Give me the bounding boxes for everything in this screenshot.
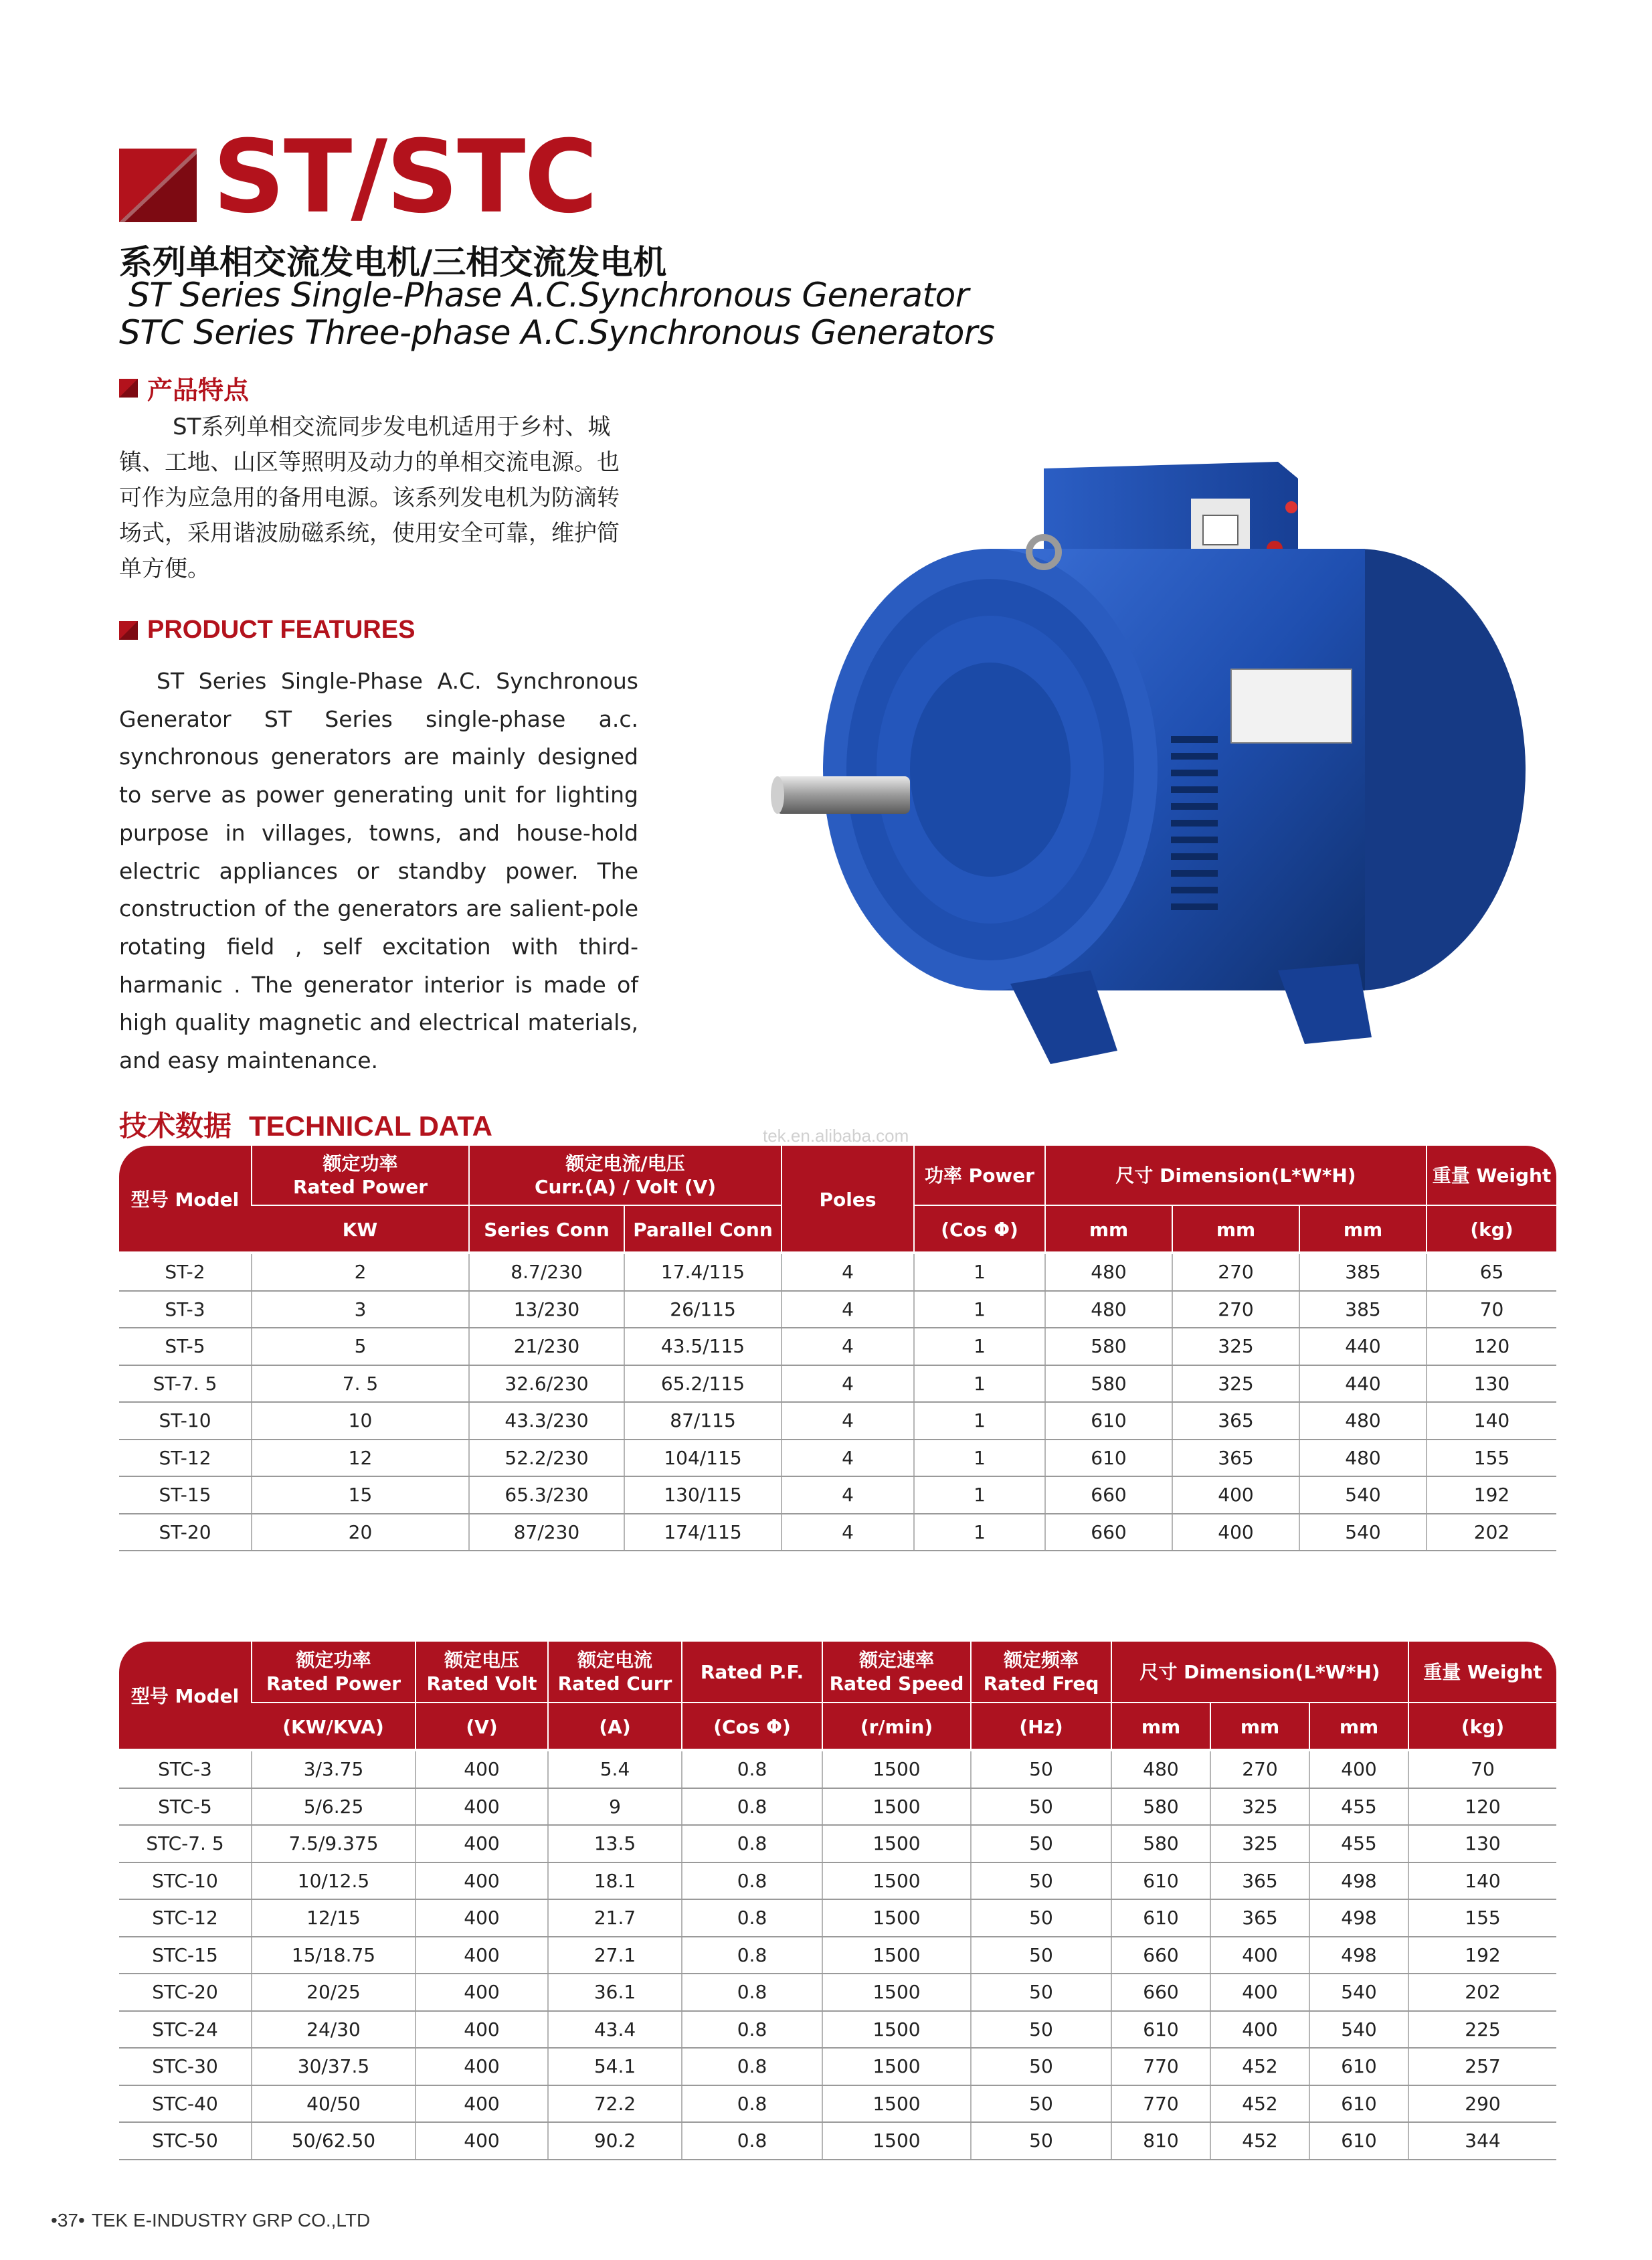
table-cell: 365 [1210, 1899, 1309, 1937]
table-cell: 1500 [822, 1899, 971, 1937]
table-cell: 65 [1427, 1253, 1556, 1291]
table-cell: 140 [1427, 1402, 1556, 1440]
unit-kw-kva: (KW/KVA) [252, 1703, 416, 1751]
unit-cos-phi: (Cos Φ) [682, 1703, 822, 1751]
table-cell: 4 [782, 1365, 914, 1403]
table-cell: 610 [1309, 2048, 1408, 2085]
table-cell: 400 [416, 1788, 548, 1826]
table-cell: 610 [1309, 2085, 1408, 2123]
table-cell: 400 [1309, 1751, 1408, 1788]
table-cell: 52.2/230 [469, 1440, 624, 1477]
table-cell: 40/50 [252, 2085, 416, 2123]
table-cell: 174/115 [624, 1514, 782, 1551]
table-cell: STC-30 [119, 2048, 252, 2085]
table-cell: 344 [1408, 2122, 1556, 2160]
table-cell: 7. 5 [252, 1365, 469, 1403]
table-row [119, 2085, 1556, 2123]
table-cell: 8.7/230 [469, 1253, 624, 1291]
table-cell: 325 [1172, 1328, 1299, 1365]
table-cell: 810 [1111, 2122, 1210, 2160]
table-cell: 325 [1210, 1788, 1309, 1826]
table-cell: 480 [1045, 1291, 1172, 1328]
unit-mm-width: mm [1210, 1703, 1309, 1751]
table-row [119, 1514, 1556, 1551]
table-cell: STC-10 [119, 1862, 252, 1900]
features-cn-text [119, 410, 634, 587]
table-row [119, 1365, 1556, 1403]
table-row [119, 1751, 1556, 1788]
table-cell: 0.8 [682, 2085, 822, 2123]
table-cell: 4 [782, 1291, 914, 1328]
table-cell: 610 [1045, 1440, 1172, 1477]
table-cell: 1500 [822, 2011, 971, 2049]
table-cell: 540 [1309, 1974, 1408, 2011]
table-cell: 0.8 [682, 2011, 822, 2049]
table-cell: 1 [914, 1365, 1045, 1403]
watermark: tek.en.alibaba.com [763, 1126, 909, 1146]
table-cell: 15 [252, 1476, 469, 1514]
table-cell: 0.8 [682, 2048, 822, 2085]
table-cell: 0.8 [682, 1751, 822, 1788]
table-cell: 4 [782, 1328, 914, 1365]
table-cell: 580 [1045, 1365, 1172, 1403]
table-cell: 3 [252, 1291, 469, 1328]
table-cell: ST-7. 5 [119, 1365, 252, 1403]
table-cell: 385 [1299, 1253, 1427, 1291]
table-cell: 1 [914, 1291, 1045, 1328]
table-cell: 498 [1309, 1862, 1408, 1900]
table-cell: 12 [252, 1440, 469, 1477]
table-cell: 202 [1427, 1514, 1556, 1551]
table-cell: 452 [1210, 2085, 1309, 2123]
table-cell: 580 [1045, 1328, 1172, 1365]
col-power-factor: 功率 Power [914, 1146, 1045, 1205]
features-en-heading [119, 616, 415, 644]
page-footer [51, 2210, 370, 2231]
table-cell: 192 [1427, 1476, 1556, 1514]
table-cell: 50 [971, 1899, 1111, 1937]
table-cell: 43.4 [548, 2011, 682, 2049]
unit-kg: (kg) [1427, 1205, 1556, 1253]
table-cell: 13/230 [469, 1291, 624, 1328]
table-cell: 660 [1045, 1514, 1172, 1551]
table-cell: 610 [1111, 2011, 1210, 2049]
unit-mm-height: mm [1309, 1703, 1408, 1751]
table-cell: ST-5 [119, 1328, 252, 1365]
col-dimension: 尺寸 Dimension(L*W*H) [1045, 1146, 1427, 1205]
table-cell: 32.6/230 [469, 1365, 624, 1403]
table-cell: 400 [1210, 1974, 1309, 2011]
table-cell: 610 [1309, 2122, 1408, 2160]
table-cell: 50 [971, 1937, 1111, 1974]
table-cell: 400 [1210, 1937, 1309, 1974]
table-cell: 1 [914, 1402, 1045, 1440]
table-cell: 365 [1172, 1440, 1299, 1477]
table-cell: 270 [1172, 1253, 1299, 1291]
table-cell: 400 [416, 1899, 548, 1937]
col-rated-volt: 额定电压 Rated Volt [416, 1642, 548, 1703]
table-row [119, 2011, 1556, 2049]
table-cell: 290 [1408, 2085, 1556, 2123]
table-cell: 50 [971, 2048, 1111, 2085]
table-cell: 325 [1210, 1825, 1309, 1862]
table-cell: 1500 [822, 2085, 971, 2123]
table-cell: ST-12 [119, 1440, 252, 1477]
table-cell: 20 [252, 1514, 469, 1551]
table-cell: 5.4 [548, 1751, 682, 1788]
page-title: ST/STC [213, 119, 597, 236]
table-cell: STC-40 [119, 2085, 252, 2123]
table-cell: 400 [1210, 2011, 1309, 2049]
table-cell: 455 [1309, 1788, 1408, 1826]
title-english-st: ST Series Single-Phase A.C.Synchronous Generator [128, 276, 969, 315]
table-cell: 50/62.50 [252, 2122, 416, 2160]
table-cell: 50 [971, 1825, 1111, 1862]
unit-rpm: (r/min) [822, 1703, 971, 1751]
table-cell: 104/115 [624, 1440, 782, 1477]
table-row [119, 1825, 1556, 1862]
table-cell: 0.8 [682, 1788, 822, 1826]
technical-data-heading-cn: 技术数据 [119, 1110, 232, 1142]
table-cell: 480 [1299, 1440, 1427, 1477]
table-cell: 12/15 [252, 1899, 416, 1937]
table-cell: 4 [782, 1476, 914, 1514]
table-cell: 452 [1210, 2048, 1309, 2085]
features-cn-body: ST系列单相交流同步发电机适用于乡村、城镇、工地、山区等照明及动力的单相交流电源。也可作为应急用的备用电源。该系列发电机为防滴转场式，采用谐波励磁系统，使用安全可靠，维护简单方便。 [119, 414, 620, 582]
table-cell: 26/115 [624, 1291, 782, 1328]
table-cell: 452 [1210, 2122, 1309, 2160]
table-cell: 1500 [822, 2048, 971, 2085]
col-weight: 重量 Weight [1408, 1642, 1556, 1703]
table-cell: 70 [1427, 1291, 1556, 1328]
stc-spec-table [119, 1642, 1556, 2160]
table-cell: 72.2 [548, 2085, 682, 2123]
table-cell: 440 [1299, 1365, 1427, 1403]
unit-volt: (V) [416, 1703, 548, 1751]
table-cell: 50 [971, 1788, 1111, 1826]
table-cell: 498 [1309, 1937, 1408, 1974]
table-cell: 365 [1210, 1862, 1309, 1900]
table-cell: 50 [971, 1862, 1111, 1900]
table-cell: 1500 [822, 1974, 971, 2011]
table-cell: ST-20 [119, 1514, 252, 1551]
title-english-stc: STC Series Three-phase A.C.Synchronous Generators [119, 313, 995, 352]
table-cell: 400 [416, 2011, 548, 2049]
table-cell: 5/6.25 [252, 1788, 416, 1826]
table-cell: 1500 [822, 1751, 971, 1788]
table-cell: 400 [416, 1974, 548, 2011]
table-cell: 18.1 [548, 1862, 682, 1900]
section-marker-icon [119, 379, 138, 398]
table-cell: 400 [416, 1862, 548, 1900]
table-cell: 225 [1408, 2011, 1556, 2049]
table-cell: STC-24 [119, 2011, 252, 2049]
table-cell: 70 [1408, 1751, 1556, 1788]
table-cell: 1 [914, 1514, 1045, 1551]
table-cell: 2 [252, 1253, 469, 1291]
unit-kw: KW [252, 1205, 469, 1253]
table-cell: 155 [1408, 1899, 1556, 1937]
table-cell: 24/30 [252, 2011, 416, 2049]
table-cell: STC-5 [119, 1788, 252, 1826]
table-cell: 87/230 [469, 1514, 624, 1551]
table-cell: 192 [1408, 1937, 1556, 1974]
table-cell: 385 [1299, 1291, 1427, 1328]
table-cell: 7.5/9.375 [252, 1825, 416, 1862]
table-cell: 27.1 [548, 1937, 682, 1974]
table-cell: 257 [1408, 2048, 1556, 2085]
table-cell: 5 [252, 1328, 469, 1365]
title-chinese: 系列单相交流发电机/三相交流发电机 [119, 243, 667, 282]
table-cell: 1500 [822, 1937, 971, 1974]
features-en-heading-text: PRODUCT FEATURES [147, 616, 416, 644]
technical-data-heading-en: TECHNICAL DATA [249, 1110, 492, 1142]
table-row [119, 2122, 1556, 2160]
table-cell: 540 [1299, 1476, 1427, 1514]
table-cell: 365 [1172, 1402, 1299, 1440]
table-cell: ST-10 [119, 1402, 252, 1440]
table-row [119, 2048, 1556, 2085]
table-cell: 1500 [822, 1862, 971, 1900]
unit-cos-phi: (Cos Φ) [914, 1205, 1045, 1253]
table-cell: 270 [1172, 1291, 1299, 1328]
table-cell: 400 [416, 1825, 548, 1862]
table-row [119, 1476, 1556, 1514]
table-cell: 50 [971, 1974, 1111, 2011]
features-cn-heading [119, 369, 249, 406]
col-parallel-conn: Parallel Conn [624, 1205, 782, 1253]
col-series-conn: Series Conn [469, 1205, 624, 1253]
table-cell: 0.8 [682, 1974, 822, 2011]
table-cell: STC-12 [119, 1899, 252, 1937]
table-cell: STC-50 [119, 2122, 252, 2160]
col-rated-power: 额定功率 Rated Power [252, 1642, 416, 1703]
table-cell: 87/115 [624, 1402, 782, 1440]
table-cell: 400 [1172, 1514, 1299, 1551]
table-cell: 610 [1045, 1402, 1172, 1440]
table-cell: 30/37.5 [252, 2048, 416, 2085]
table-cell: 0.8 [682, 1937, 822, 1974]
table-cell: 130 [1427, 1365, 1556, 1403]
table-cell: 0.8 [682, 1825, 822, 1862]
table-cell: 0.8 [682, 1899, 822, 1937]
table-cell: 4 [782, 1514, 914, 1551]
table-cell: 130 [1408, 1825, 1556, 1862]
table-cell: 1500 [822, 1825, 971, 1862]
table-row [119, 1899, 1556, 1937]
col-weight: 重量 Weight [1427, 1146, 1556, 1205]
table-cell: 1500 [822, 1788, 971, 1826]
table-cell: 54.1 [548, 2048, 682, 2085]
table-cell: 660 [1111, 1974, 1210, 2011]
table-cell: 400 [416, 2122, 548, 2160]
table-cell: 50 [971, 2122, 1111, 2160]
col-rated-curr: 额定电流 Rated Curr [548, 1642, 682, 1703]
table-cell: 0.8 [682, 2122, 822, 2160]
table-cell: ST-2 [119, 1253, 252, 1291]
table-cell: 43.3/230 [469, 1402, 624, 1440]
col-model: 型号 Model [119, 1642, 252, 1751]
table-cell: 17.4/115 [624, 1253, 782, 1291]
table-row [119, 1974, 1556, 2011]
table-cell: 21/230 [469, 1328, 624, 1365]
table-cell: 400 [1172, 1476, 1299, 1514]
features-en-text [119, 663, 638, 1080]
section-marker-icon [119, 621, 138, 640]
unit-mm-length: mm [1111, 1703, 1210, 1751]
table-cell: 480 [1299, 1402, 1427, 1440]
table-cell: 21.7 [548, 1899, 682, 1937]
table-cell: STC-3 [119, 1751, 252, 1788]
table-cell: 610 [1111, 1862, 1210, 1900]
col-current-volt: 额定电流/电压 Curr.(A) / Volt (V) [469, 1146, 782, 1205]
table-cell: 140 [1408, 1862, 1556, 1900]
table-cell: 480 [1111, 1751, 1210, 1788]
table-cell: 4 [782, 1402, 914, 1440]
table-cell: 440 [1299, 1328, 1427, 1365]
table-cell: 9 [548, 1788, 682, 1826]
table-cell: 1500 [822, 2122, 971, 2160]
table-cell: 20/25 [252, 1974, 416, 2011]
table-cell: 4 [782, 1253, 914, 1291]
table-row [119, 1937, 1556, 1974]
table-cell: 3/3.75 [252, 1751, 416, 1788]
table-cell: 50 [971, 2011, 1111, 2049]
page-number: •37• [51, 2210, 85, 2231]
table-row [119, 1862, 1556, 1900]
table-cell: 1 [914, 1328, 1045, 1365]
table-cell: 400 [416, 1937, 548, 1974]
unit-hz: (Hz) [971, 1703, 1111, 1751]
table-cell: 325 [1172, 1365, 1299, 1403]
table-cell: 50 [971, 1751, 1111, 1788]
unit-mm-height: mm [1299, 1205, 1427, 1253]
table-cell: 202 [1408, 1974, 1556, 2011]
table-cell: 540 [1299, 1514, 1427, 1551]
col-rated-pf: Rated P.F. [682, 1642, 822, 1703]
table-cell: 120 [1427, 1328, 1556, 1365]
table-cell: 660 [1045, 1476, 1172, 1514]
table-cell: 455 [1309, 1825, 1408, 1862]
table-cell: 10/12.5 [252, 1862, 416, 1900]
unit-mm-width: mm [1172, 1205, 1299, 1253]
table-cell: STC-20 [119, 1974, 252, 2011]
table-cell: 400 [416, 2048, 548, 2085]
table-cell: STC-7. 5 [119, 1825, 252, 1862]
table-cell: 400 [416, 2085, 548, 2123]
table-cell: 480 [1045, 1253, 1172, 1291]
table-cell: 4 [782, 1440, 914, 1477]
technical-data-heading [119, 1104, 492, 1144]
table-cell: 65.2/115 [624, 1365, 782, 1403]
col-rated-power: 额定功率 Rated Power [252, 1146, 469, 1205]
unit-kg: (kg) [1408, 1703, 1556, 1751]
table-cell: STC-15 [119, 1937, 252, 1974]
st-spec-table [119, 1146, 1556, 1551]
table-cell: 498 [1309, 1899, 1408, 1937]
features-en-body: ST Series Single-Phase A.C. Synchronous Generator ST Series single-phase a.c. synchronous generators are mainly designed to serve as power generating unit for lighting purpose in villages, towns, and house-hold electric appliances or standby power. The construction of the generators are salient-pole rotating field , self excitation with third-harmanic . The generator interior is made of high quality magnetic and electrical materials, and easy maintenance. [119, 668, 638, 1074]
unit-mm-length: mm [1045, 1205, 1172, 1253]
table-row [119, 1402, 1556, 1440]
table-cell: 130/115 [624, 1476, 782, 1514]
col-poles: Poles [782, 1146, 914, 1253]
col-rated-speed: 额定速率 Rated Speed [822, 1642, 971, 1703]
col-dimension: 尺寸 Dimension(L*W*H) [1111, 1642, 1408, 1703]
table-cell: 580 [1111, 1788, 1210, 1826]
table-row [119, 1788, 1556, 1826]
table-cell: 0.8 [682, 1862, 822, 1900]
table-cell: 610 [1111, 1899, 1210, 1937]
brand-mark-icon [119, 149, 197, 222]
table-cell: 120 [1408, 1788, 1556, 1826]
table-cell: 770 [1111, 2048, 1210, 2085]
features-cn-heading-text: 产品特点 [147, 377, 250, 405]
col-rated-freq: 额定频率 Rated Freq [971, 1642, 1111, 1703]
table-cell: 1 [914, 1476, 1045, 1514]
table-row [119, 1291, 1556, 1328]
table-cell: 43.5/115 [624, 1328, 782, 1365]
table-cell: 15/18.75 [252, 1937, 416, 1974]
table-cell: 36.1 [548, 1974, 682, 2011]
table-cell: 270 [1210, 1751, 1309, 1788]
table-row [119, 1253, 1556, 1291]
table-cell: 540 [1309, 2011, 1408, 2049]
table-cell: 13.5 [548, 1825, 682, 1862]
table-cell: 400 [416, 1751, 548, 1788]
table-cell: 90.2 [548, 2122, 682, 2160]
company-name: TEK E-INDUSTRY GRP CO.,LTD [91, 2210, 371, 2231]
generator-image [769, 448, 1559, 1091]
unit-amp: (A) [548, 1703, 682, 1751]
table-cell: ST-15 [119, 1476, 252, 1514]
col-model: 型号 Model [119, 1146, 252, 1253]
table-cell: 1 [914, 1440, 1045, 1477]
table-cell: 580 [1111, 1825, 1210, 1862]
table-row [119, 1328, 1556, 1365]
table-cell: 10 [252, 1402, 469, 1440]
table-cell: 660 [1111, 1937, 1210, 1974]
table-cell: 50 [971, 2085, 1111, 2123]
table-row [119, 1440, 1556, 1477]
table-cell: 65.3/230 [469, 1476, 624, 1514]
table-cell: 770 [1111, 2085, 1210, 2123]
table-cell: 1 [914, 1253, 1045, 1291]
table-cell: 155 [1427, 1440, 1556, 1477]
table-cell: ST-3 [119, 1291, 252, 1328]
